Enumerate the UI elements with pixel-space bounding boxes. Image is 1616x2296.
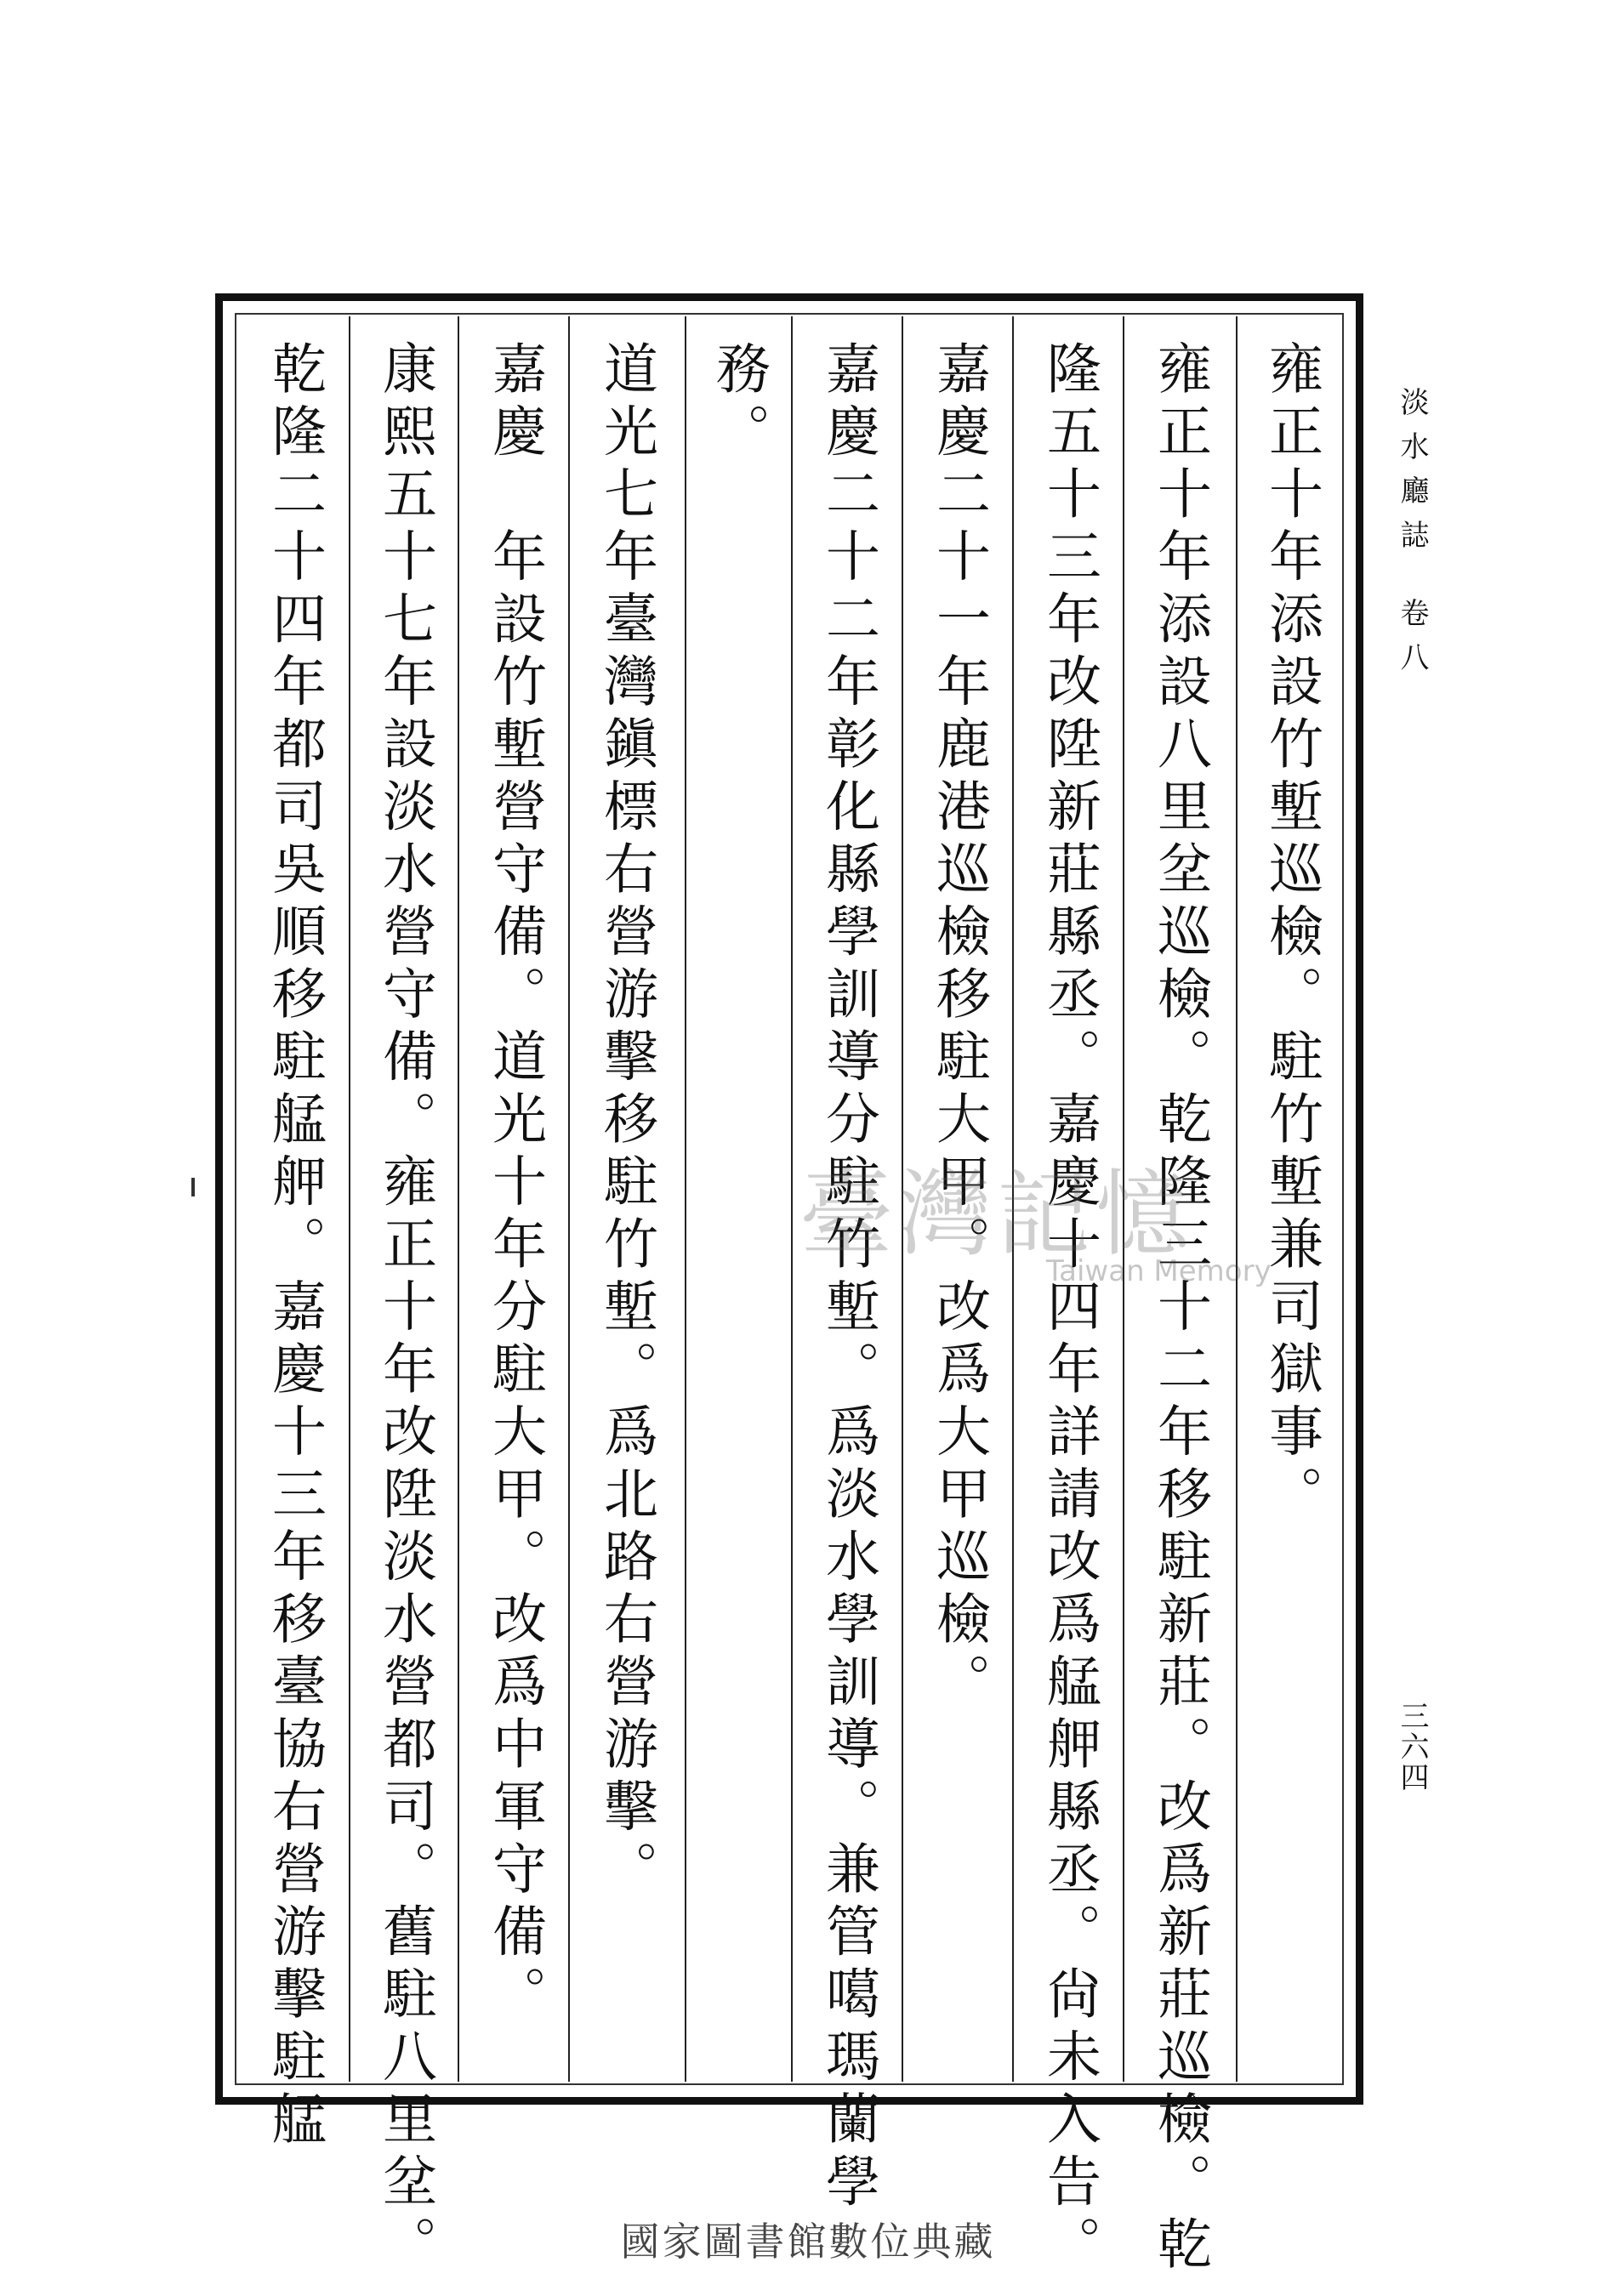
watermark-english: Taiwan Memory [1046,1254,1272,1288]
text-column-1: 雍正十年添設竹塹巡檢。駐竹塹兼司獄事。 [1260,340,1323,1528]
text-column-9: 康熙五十七年設淡水營守備。雍正十年改陞淡水營都司。舊駐八里坌。 [373,340,436,2278]
text-column-4: 嘉慶二十一年鹿港巡檢移駐大甲。改爲大甲巡檢。 [927,340,990,1715]
text-column-6: 務。 [707,340,770,465]
text-column-7: 道光七年臺灣鎭標右營游擊移駐竹塹。爲北路右營游擊。 [595,340,657,1903]
header-column [1378,387,1446,686]
watermark-chinese: 臺灣記憶 [799,1160,1194,1269]
text-column-3: 隆五十三年改陞新莊縣丞。嘉慶十四年詳請改爲艋舺縣丞。尙未入告。 [1038,340,1101,2278]
column-divider [1123,316,1124,2082]
footer-credit: 國家圖書館數位典藏 [620,2219,996,2265]
column-divider [458,316,459,2082]
text-column-5: 嘉慶二十二年彰化縣學訓導分駐竹塹。爲淡水學訓導。兼管噶瑪蘭學 [817,340,879,2215]
column-divider [1236,316,1238,2082]
text-column-8: 嘉慶 年設竹塹營守備。道光十年分駐大甲。改爲中軍守備。 [483,340,546,2028]
text-column-2: 雍正十年添設八里坌巡檢。乾隆三十二年移駐新莊。改爲新莊巡檢。乾 [1148,340,1211,2278]
column-divider [568,316,570,2082]
column-divider [902,316,903,2082]
column-divider [349,316,350,2082]
column-divider [1012,316,1014,2082]
page-number: 三六四 [1395,1701,1429,1793]
volume-label: 卷八 [1395,598,1429,686]
column-divider [791,316,793,2082]
column-divider [685,316,686,2082]
binding-mark [191,1178,195,1196]
book-title: 淡水廳誌 [1395,387,1429,564]
text-column-10: 乾隆二十四年都司吳順移駐艋舺。嘉慶十三年移臺協右營游擊駐艋 [263,340,326,2153]
